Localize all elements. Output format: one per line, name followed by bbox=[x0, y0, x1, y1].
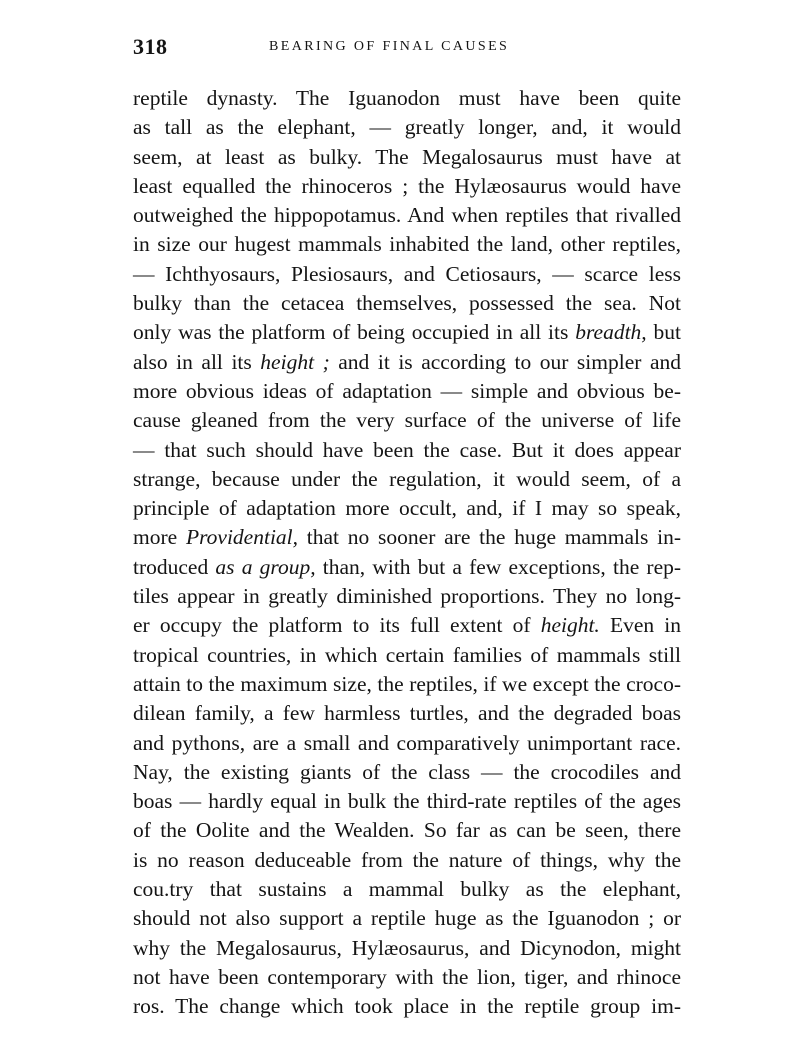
text-line bbox=[133, 582, 681, 611]
text-segment: is no reason deduceable from the nature of things, why the bbox=[133, 847, 681, 872]
text-line bbox=[133, 875, 681, 904]
text-line bbox=[133, 113, 681, 142]
text-line bbox=[133, 318, 681, 347]
text-segment: bulky than the cetacea themselves, possessed the sea. Not bbox=[133, 291, 681, 316]
text-line bbox=[133, 143, 681, 172]
text-line bbox=[133, 729, 681, 758]
italic-text: height ; bbox=[260, 349, 330, 374]
text-line bbox=[133, 377, 681, 406]
text-line bbox=[133, 523, 681, 552]
text-segment: should not also support a reptile huge as the Iguanodon ; or bbox=[133, 906, 681, 931]
text-segment: ros. The change which took place in the reptile group im- bbox=[133, 994, 681, 1019]
text-segment: strange, because under the regulation, it would seem, of a bbox=[133, 466, 681, 491]
text-segment: — that such should have been the case. But it does appear bbox=[133, 437, 681, 462]
text-line bbox=[133, 494, 681, 523]
text-segment: attain to the maximum size, the reptiles, if we except the croco- bbox=[133, 671, 681, 696]
text-line bbox=[133, 787, 681, 816]
text-segment: than, with but a few exceptions, the rep- bbox=[315, 554, 682, 579]
text-segment: er occupy the platform to its full extent of bbox=[133, 613, 541, 638]
running-title: BEARING OF FINAL CAUSES bbox=[269, 39, 510, 54]
text-line bbox=[133, 436, 681, 465]
text-segment: of the Oolite and the Wealden. So far as can be seen, there bbox=[133, 818, 681, 843]
text-segment: more obvious ideas of adaptation — simple and obvious be- bbox=[133, 378, 681, 403]
text-segment: that no sooner are the huge mammals in- bbox=[298, 525, 681, 550]
text-line bbox=[133, 963, 681, 992]
text-line bbox=[133, 289, 681, 318]
text-segment: and pythons, are a small and comparatively unimportant race. bbox=[133, 730, 681, 755]
text-segment: and it is according to our simpler and bbox=[329, 349, 681, 374]
text-line bbox=[133, 992, 681, 1021]
text-line bbox=[133, 172, 681, 201]
text-line bbox=[133, 641, 681, 670]
text-line bbox=[133, 465, 681, 494]
text-segment: dilean family, a few harmless turtles, and the degraded boas bbox=[133, 701, 681, 726]
text-segment: Even in bbox=[599, 613, 681, 638]
text-segment: — Ichthyosaurs, Plesiosaurs, and Cetiosaurs, — scarce less bbox=[133, 261, 681, 286]
text-segment: as tall as the elephant, — greatly longer, and, it would bbox=[133, 115, 681, 140]
text-segment: least equalled the rhinoceros ; the Hylæosaurus would have bbox=[133, 173, 681, 198]
italic-text: height. bbox=[540, 613, 600, 638]
text-line bbox=[133, 406, 681, 435]
text-segment: why the Megalosaurus, Hylæosaurus, and Dicynodon, might bbox=[133, 935, 681, 960]
page-number: 318 bbox=[133, 34, 168, 59]
text-segment: not have been contemporary with the lion, tiger, and rhinoce bbox=[133, 964, 681, 989]
text-segment: Nay, the existing giants of the class — the crocodiles and bbox=[133, 759, 681, 784]
text-segment: only was the platform of being occupied in all its bbox=[133, 320, 576, 345]
text-segment: but bbox=[646, 320, 681, 345]
text-line bbox=[133, 904, 681, 933]
text-line bbox=[133, 611, 681, 640]
text-line bbox=[133, 934, 681, 963]
text-segment: tropical countries, in which certain families of mammals still bbox=[133, 642, 681, 667]
text-segment: cou.try that sustains a mammal bulky as the elephant, bbox=[133, 877, 681, 902]
italic-text: breadth, bbox=[575, 320, 647, 345]
text-segment: in size our hugest mammals inhabited the land, other reptiles, bbox=[133, 232, 681, 257]
italic-text: as a group, bbox=[215, 554, 316, 579]
text-segment: seem, at least as bulky. The Megalosaurus must have at bbox=[133, 144, 681, 169]
text-segment: boas — hardly equal in bulk the third-rate reptiles of the ages bbox=[133, 789, 681, 814]
text-segment: tiles appear in greatly diminished proportions. They no long- bbox=[133, 584, 681, 609]
text-segment: troduced bbox=[133, 554, 216, 579]
text-line bbox=[133, 699, 681, 728]
text-line bbox=[133, 553, 681, 582]
text-line bbox=[133, 758, 681, 787]
text-segment: also in all its bbox=[133, 349, 261, 374]
text-segment: principle of adaptation more occult, and, if I may so speak, bbox=[133, 496, 681, 521]
text-line bbox=[133, 230, 681, 259]
text-segment: outweighed the hippopotamus. And when reptiles that rivalled bbox=[133, 203, 681, 228]
body-text bbox=[133, 84, 681, 1022]
text-line bbox=[133, 670, 681, 699]
text-line bbox=[133, 816, 681, 845]
text-line bbox=[133, 846, 681, 875]
text-line bbox=[133, 84, 681, 113]
italic-text: Providential, bbox=[185, 525, 299, 550]
text-line bbox=[133, 260, 681, 289]
text-segment: more bbox=[133, 525, 186, 550]
text-segment: reptile dynasty. The Iguanodon must have been quite bbox=[133, 86, 681, 110]
text-segment: cause gleaned from the very surface of the universe of life bbox=[133, 408, 681, 433]
text-line bbox=[133, 201, 681, 230]
text-line bbox=[133, 348, 681, 377]
running-head bbox=[133, 34, 681, 64]
